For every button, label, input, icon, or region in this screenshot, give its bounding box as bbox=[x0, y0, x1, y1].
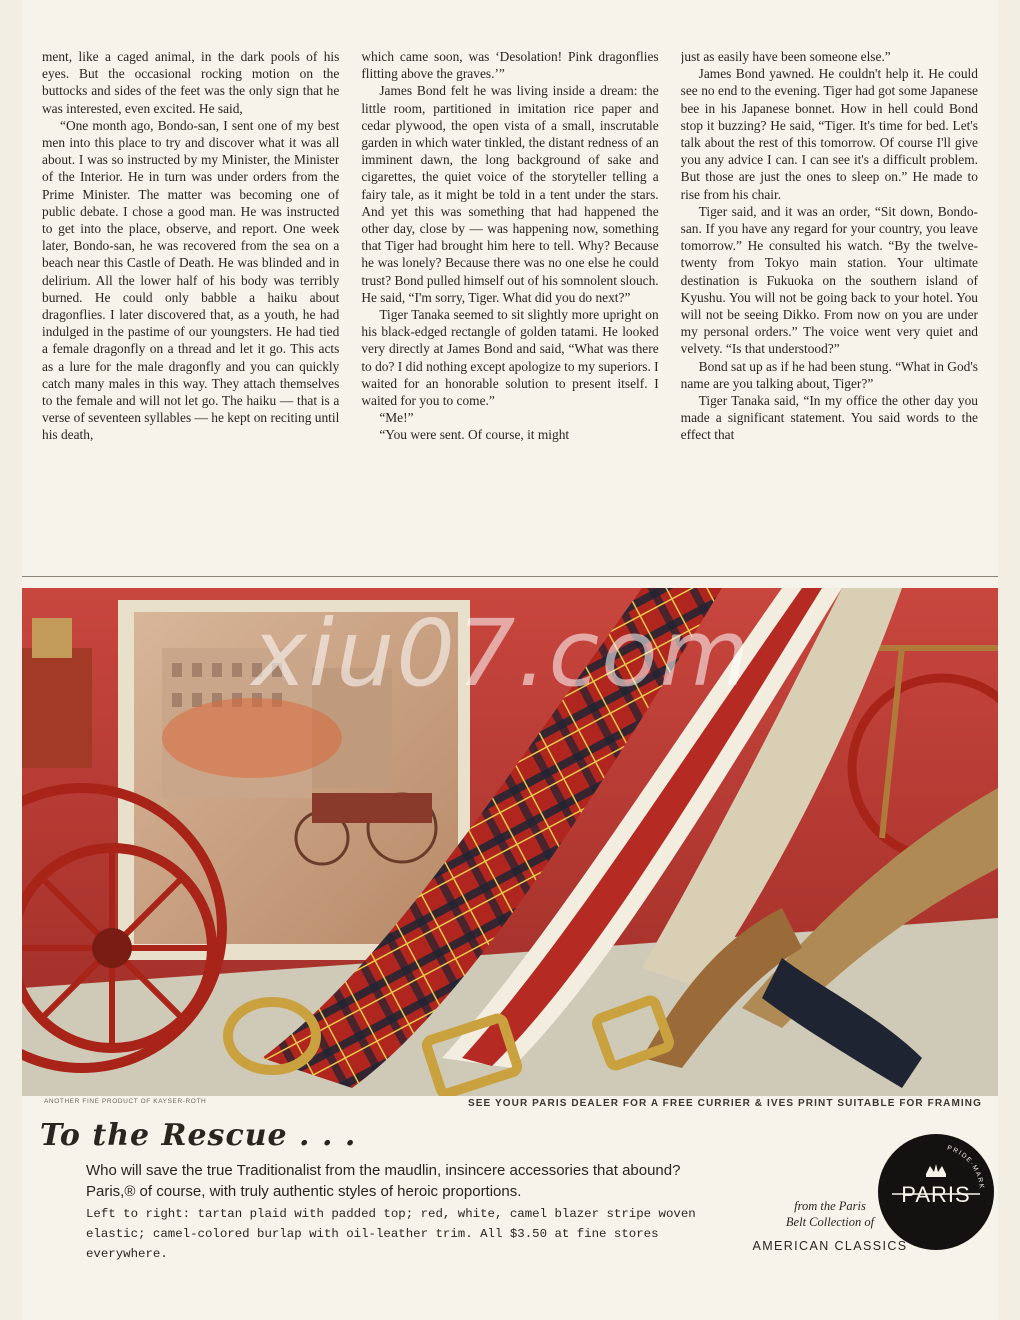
collection-line-2: Belt Collection of bbox=[785, 1215, 875, 1229]
ad-tagline: Who will save the true Traditionalist from the maudlin, insincere accessories that abound? Paris,® of course, with truly authentic styles of heroic proportions. bbox=[86, 1162, 681, 1200]
article-paragraph: James Bond yawned. He couldn't help it. He could see no end to the evening. Tiger had got some Japanese bee in his Japanese bonnet. How in hell could Bond stop it buzzing? He said, “Tiger. It's time for bed. Let's talk about the rest of this tomorrow. Of course I'll give you any advice I can. I can see it's a difficult problem. But those are just the ones to sleep on.” He made to rise from his chair. bbox=[680, 66, 978, 202]
collection-name: AMERICAN CLASSICS bbox=[752, 1239, 908, 1253]
crown-icon bbox=[926, 1164, 946, 1177]
logo-ring-text: PRIDE·MARK bbox=[946, 1144, 986, 1191]
ad-headline: To the Rescue . . . bbox=[40, 1118, 357, 1153]
article-paragraph: “Me!” bbox=[379, 410, 414, 426]
dealer-note: SEE YOUR PARIS DEALER FOR A FREE CURRIER & IVES PRINT SUITABLE FOR FRAMING bbox=[467, 1098, 982, 1109]
article-columns bbox=[42, 48, 978, 572]
article-paragraph: ment, like a caged animal, in the dark pools of his eyes. But the occasional rocking motion on the buttocks and sides of the feet was the only sign that he was interested, even excited. He said, bbox=[42, 49, 340, 116]
watermark: xiu07.com bbox=[252, 600, 752, 707]
magazine-page bbox=[22, 0, 998, 1320]
paris-logo bbox=[878, 1134, 994, 1250]
section-divider bbox=[22, 576, 998, 577]
article-column-3 bbox=[681, 48, 978, 572]
article-paragraph: “One month ago, Bondo-san, I sent one of my best men into this place to try and discover what it was all about. I was so instructed by my Minister, the Minister of the Interior. He in turn was under orders from the Prime Minister. The matter was becoming one of public debate. I chose a good man. He was instructed to get into the place, observe, and report. One week later, Bondo-san, he was recovered from the sea on a beach near this Castle of Death. He was blinded and in delirium. All the lower half of his body was terribly burned. He could only babble a haiku about dragonflies. I later discovered that, as a youth, he had indulged in the pastime of our youngsters. He had tied a female dragonfly on a thread and let it go. This acts as a lure for the male dragonfly and you can quickly catch many males in this way. They attach themselves to the female and will not let go. The haiku — that is a verse of seventeen syllables — he kept on reciting until his death, bbox=[42, 117, 340, 443]
ad-product-details: Left to right: tartan plaid with padded top; red, white, camel blazer stripe woven elastic; camel-colored burlap with oil-leather trim. All $3.50 at fine stores everywhere. bbox=[86, 1207, 696, 1261]
collection-line-1: from the Paris bbox=[794, 1199, 866, 1213]
article-paragraph: which came soon, was ‘Desolation! Pink dragonflies flitting above the graves.’” bbox=[361, 49, 659, 82]
article-paragraph: just as easily have been someone else.” bbox=[680, 49, 891, 64]
article-paragraph: “You were sent. Of course, it might bbox=[379, 427, 570, 443]
article-column-2 bbox=[361, 48, 658, 572]
manufacturer-credit: ANOTHER FINE PRODUCT OF KAYSER-ROTH bbox=[44, 1098, 207, 1105]
article-paragraph: Tiger Tanaka said, “In my office the other day you made a significant statement. You said words to the effect that bbox=[680, 393, 978, 443]
article-paragraph: Tiger Tanaka seemed to sit slightly more upright on his black-edged rectangle of golden tatami. He looked very directly at James Bond and said, “What was there to do? I did nothing except apologize to my superiors. I waited for an honorable solution to present itself. I waited for you to come.” bbox=[361, 307, 659, 409]
article-paragraph: Bond sat up as if he had been stung. “What in God's name are you talking about, Tiger?” bbox=[680, 358, 978, 391]
article-paragraph: Tiger said, and it was an order, “Sit down, Bondo-san. If you have any regard for your country, you leave tomorrow.” He consulted his watch. “By the twelve-twenty from Tokyo main station. Your ultimate destination is Fukuoka on the southern island of Kyushu. You will not be going back to your hotel. You will not be seeing Dikko. From now on you are under my personal orders.” The voice went very quiet and velvety. “Is that understood?” bbox=[680, 203, 978, 357]
ad-body-copy bbox=[86, 1160, 706, 1264]
logo-brand: PARIS bbox=[901, 1182, 971, 1207]
article-paragraph: James Bond felt he was living inside a dream: the little room, partitioned in imitation rice paper and cedar plywood, the open vista of a small, inscrutable garden in which water tinkled, the distant redness of an imminent dawn, the long background of sake and cigarettes, the quiet voice of the storyteller telling a fairy tale, as it might be told in a tent under the stars. And yet this was something that had happened the other day, close by — was happening now, something that Tiger had brought him here to tell. Why? Because he was lonely? Because there was no one else he could trust? Bond pulled himself out of his somnolent slouch. He said, “I'm sorry, Tiger. What did you do next?” bbox=[361, 83, 659, 305]
article-column-1 bbox=[42, 48, 339, 572]
